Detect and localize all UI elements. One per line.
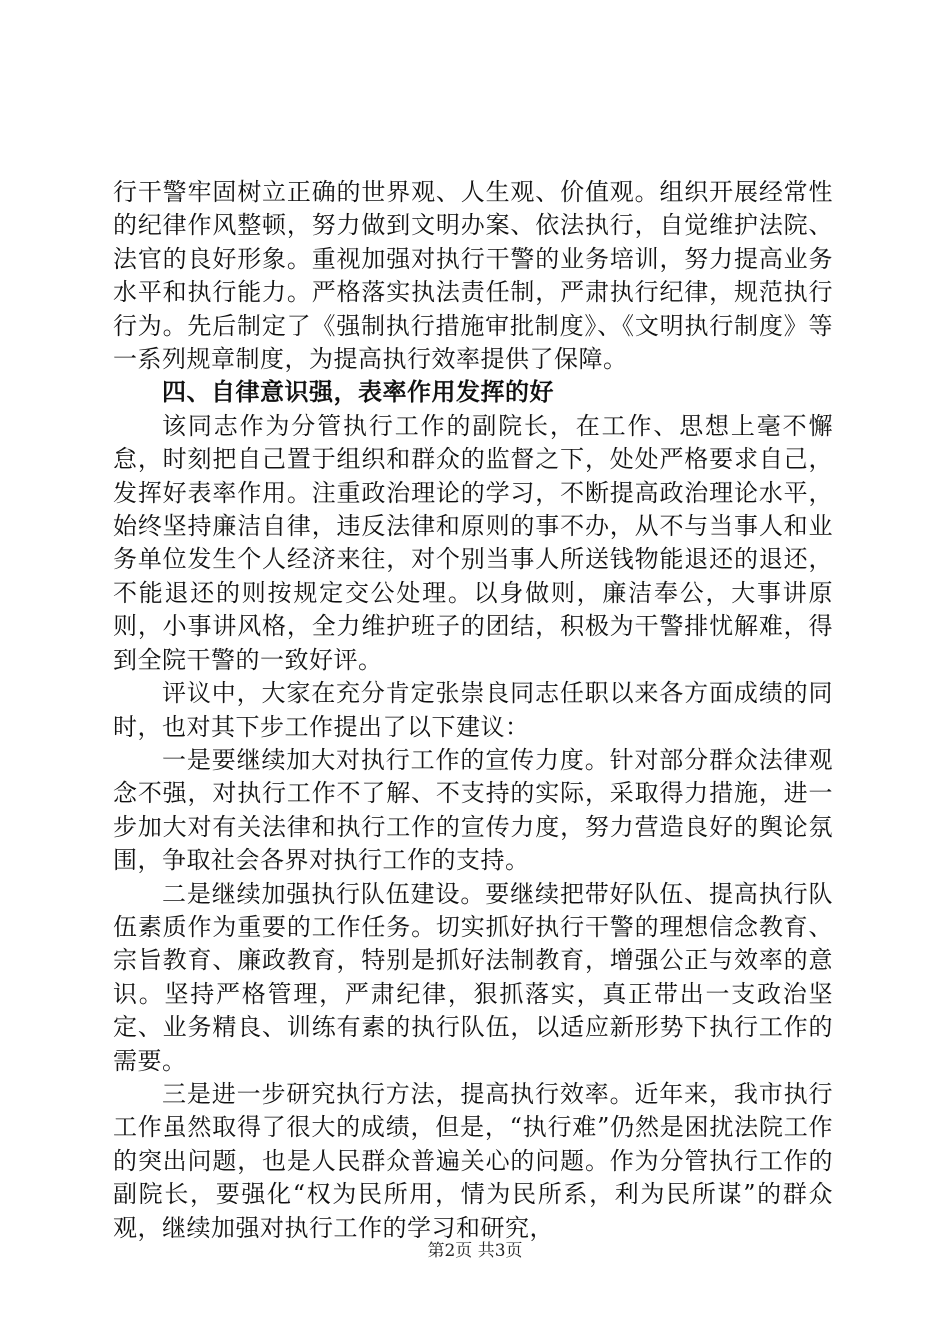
paragraph-self-discipline: 该同志作为分管执行工作的副院长，在工作、思想上毫不懈怠，时刻把自己置于组织和群众的监督之下，处处严格要求自己，发挥好表率作用。注重政治理论的学习，不断提高政治理论水平，始终坚持廉洁自律，违反法律和原则的事不办，从不与当事人和业务单位发生个人经济来往，对个别当事人所送钱物能退还的退还，不能退还的则按规定交公处理。以身做则，廉洁奉公，大事讲原则，小事讲风格，全力维护班子的团结，积极为干警排忧解难，得到全院干警的一致好评。: [113, 411, 833, 674]
page-number-footer: 第2页 共3页: [427, 1241, 523, 1261]
paragraph-suggestion-one: 一是要继续加大对执行工作的宣传力度。针对部分群众法律观念不强，对执行工作不了解、不支持的实际，采取得力措施，进一步加大对有关法律和执行工作的宣传力度，努力营造良好的舆论氛围，争取社会各界对执行工作的支持。: [113, 745, 833, 875]
paragraph-suggestion-three: 三是进一步研究执行方法，提高执行效率。近年来，我市执行工作虽然取得了很大的成绩，但是，“执行难”仍然是困扰法院工作的突出问题，也是人民群众普遍关心的问题。作为分管执行工作的副院长，要强化“权为民所用，情为民所系，利为民所谋”的群众观，继续加强对执行工作的学习和研究，: [113, 1079, 833, 1242]
paragraph-evaluation-intro: 评议中，大家在充分肯定张崇良同志任职以来各方面成绩的同时，也对其下步工作提出了以下建议：: [113, 679, 833, 741]
document-body: [113, 176, 833, 1245]
section-heading-four: 四、自律意识强，表率作用发挥的好: [162, 378, 554, 407]
paragraph-continued: 行干警牢固树立正确的世界观、人生观、价值观。组织开展经常性的纪律作风整顿，努力做到文明办案、依法执行，自觉维护法院、法官的良好形象。重视加强对执行干警的业务培训，努力提高业务水平和执行能力。严格落实执法责任制，严肃执行纪律，规范执行行为。先后制定了《强制执行措施审批制度》、《文明执行制度》等一系列规章制度，为提高执行效率提供了保障。: [113, 178, 833, 374]
paragraph-suggestion-two: 二是继续加强执行队伍建设。要继续把带好队伍、提高执行队伍素质作为重要的工作任务。切实抓好执行干警的理想信念教育、宗旨教育、廉政教育，特别是抓好法制教育，增强公正与效率的意识。坚持严格管理，严肃纪律，狠抓落实，真正带出一支政治坚定、业务精良、训练有素的执行队伍，以适应新形势下执行工作的需要。: [113, 879, 833, 1075]
